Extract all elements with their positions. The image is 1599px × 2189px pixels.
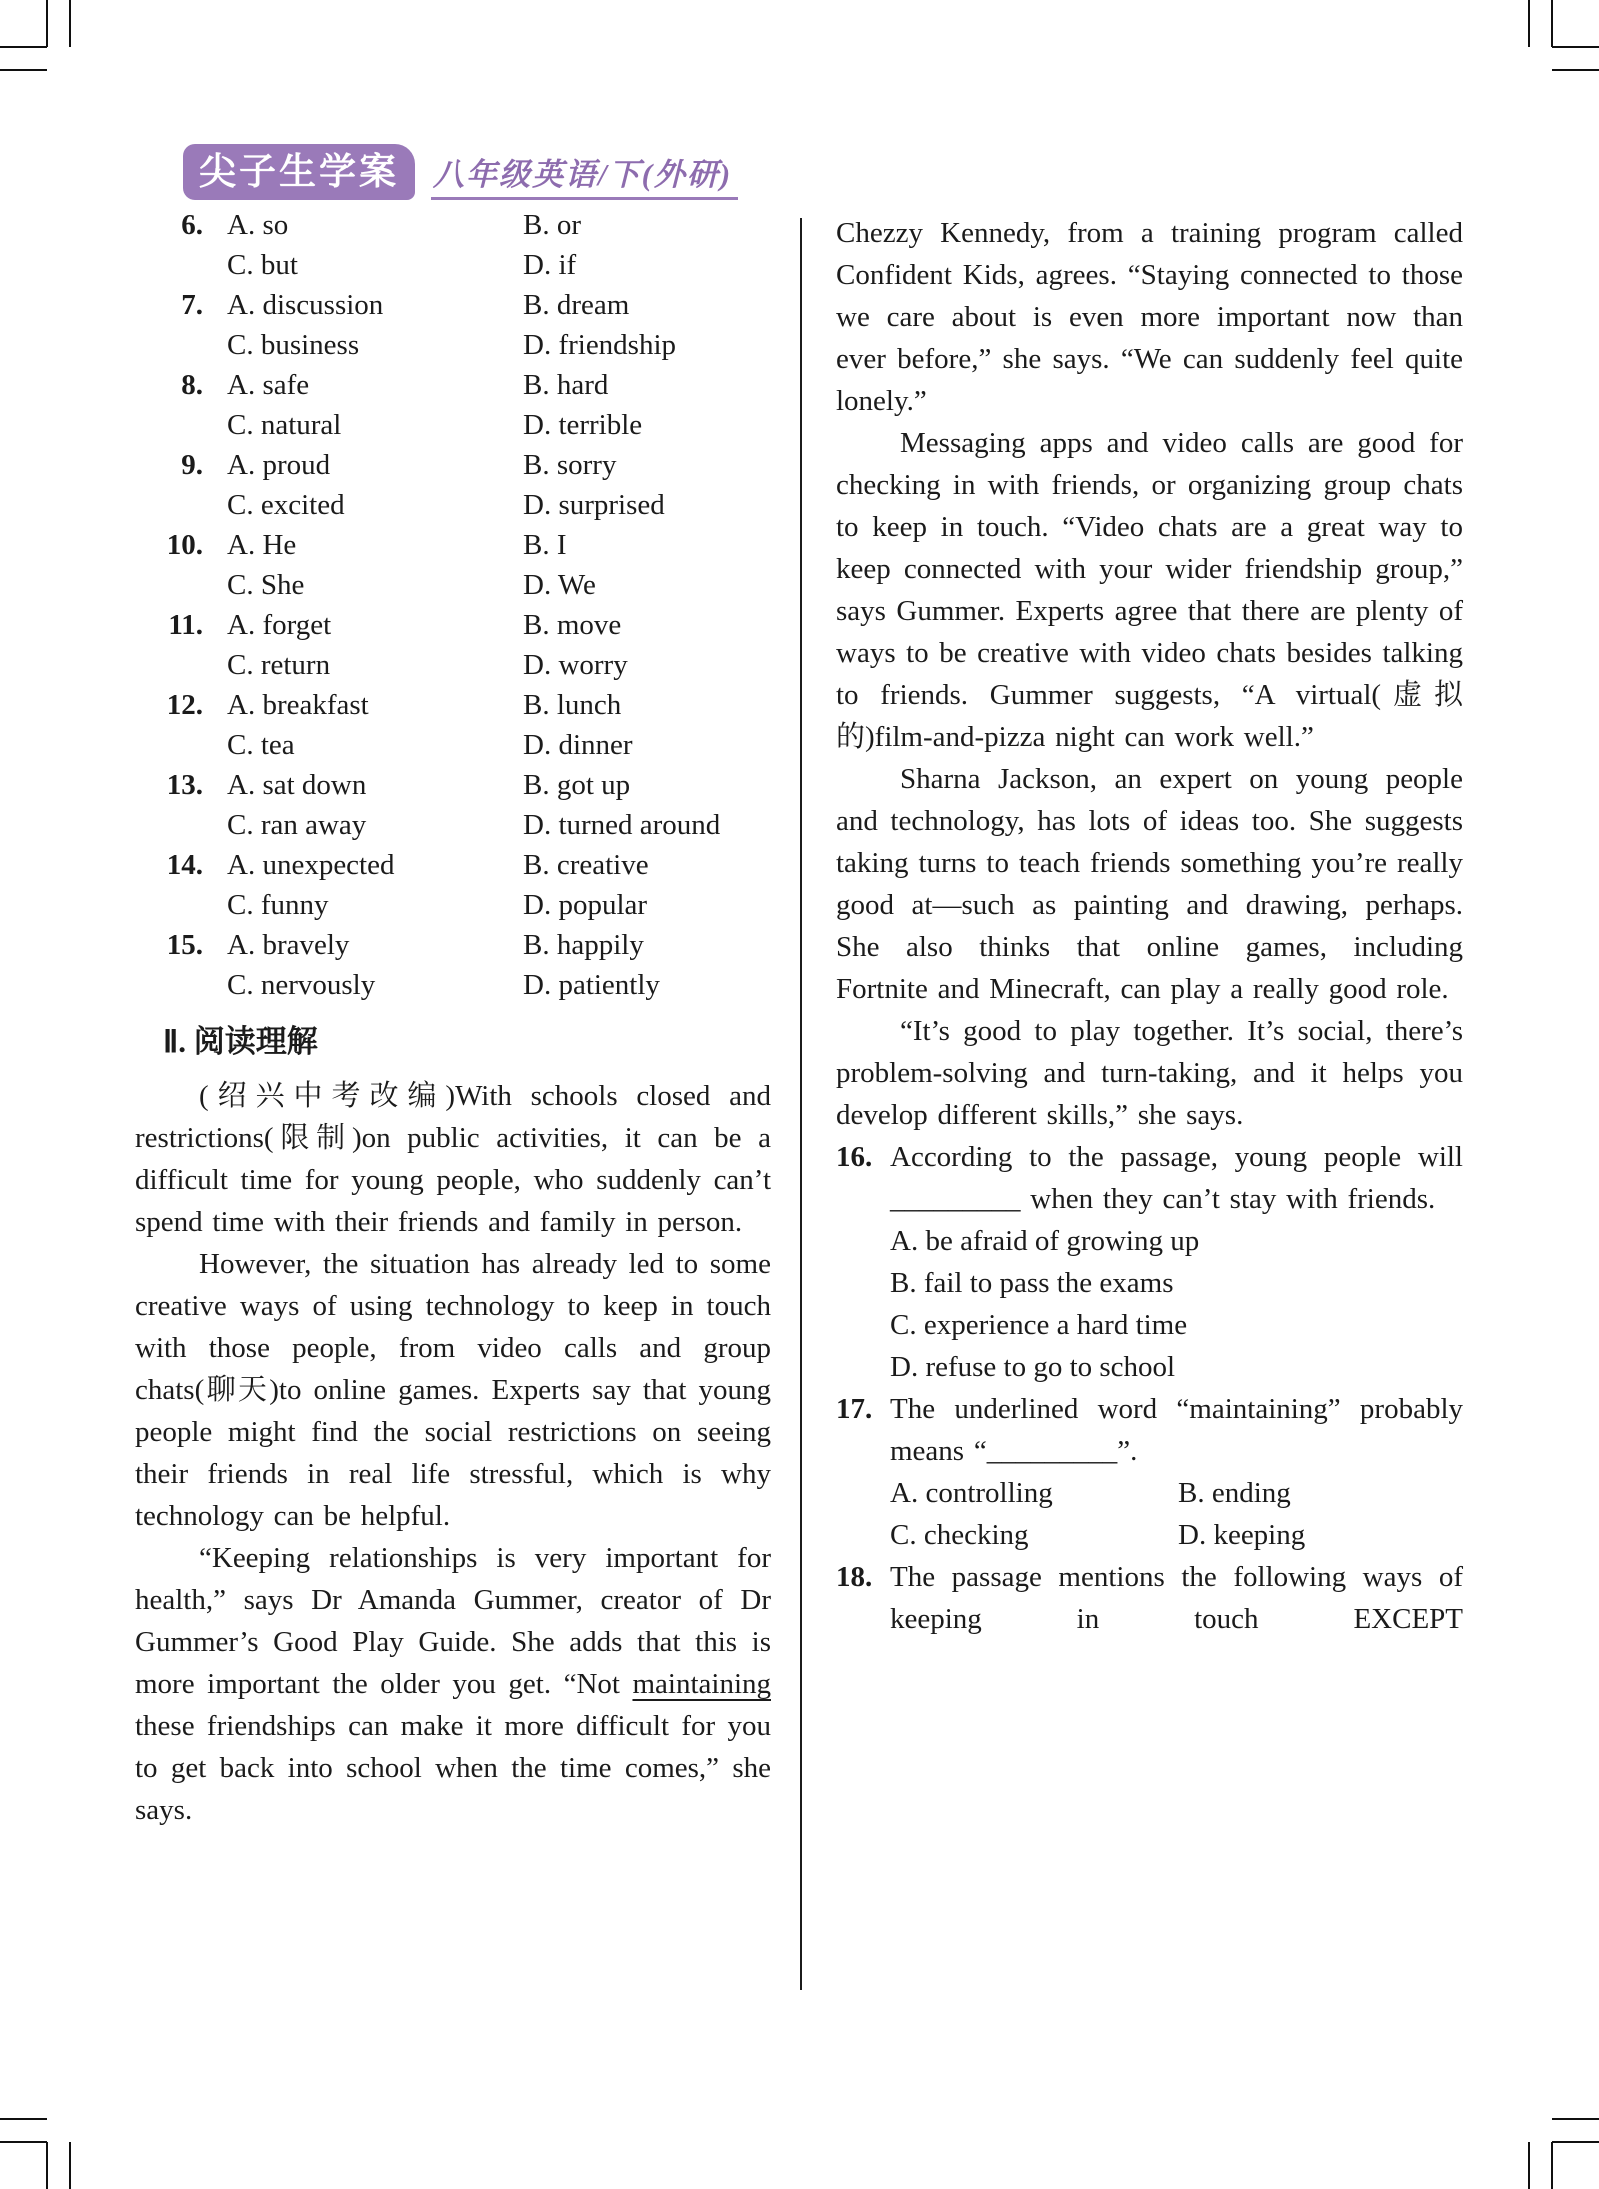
cloze-row-15-cd xyxy=(135,965,771,1005)
cloze-row-13-ab xyxy=(135,765,771,805)
cloze-row-6-cd xyxy=(135,245,771,285)
option-c: C. but xyxy=(227,249,298,281)
paragraph-text: these friendships can make it more difficult for you to get back into school when the time comes,” she says. xyxy=(135,1710,771,1826)
option-c: C. excited xyxy=(227,489,345,521)
cloze-row-10-cd xyxy=(135,565,771,605)
option-d: D. terrible xyxy=(523,409,643,441)
option-c: C. ran away xyxy=(227,809,367,841)
option-d: D. worry xyxy=(523,649,628,681)
option-d: D. patiently xyxy=(523,969,660,1001)
option-a: A. bravely xyxy=(227,929,350,961)
crop-mark xyxy=(0,69,47,71)
cloze-row-11-ab xyxy=(135,605,771,645)
cloze-row-13-cd xyxy=(135,805,771,845)
option-b: B. hard xyxy=(523,369,609,401)
cloze-row-15-ab xyxy=(135,925,771,965)
question-stem: The underlined word “maintaining” probably means “_________”. xyxy=(890,1393,1463,1467)
right-column xyxy=(836,212,1463,1640)
crop-mark xyxy=(46,0,48,47)
option-d: D. surprised xyxy=(523,489,665,521)
option-c: C. funny xyxy=(227,889,329,921)
option-b: B. creative xyxy=(523,849,649,881)
reading-question-17 xyxy=(836,1388,1463,1556)
option-b: B. happily xyxy=(523,929,644,961)
option-a: A. forget xyxy=(227,609,332,641)
crop-mark xyxy=(1528,2142,1530,2189)
crop-mark xyxy=(69,2142,71,2189)
question-option-row xyxy=(890,1514,1463,1556)
question-number: 18. xyxy=(836,1561,873,1593)
question-option-c: C. experience a hard time xyxy=(890,1309,1188,1341)
crop-mark xyxy=(69,0,71,47)
crop-mark xyxy=(0,2118,47,2120)
question-stem: The passage mentions the following ways of keeping in touch EXCEPT xyxy=(890,1561,1463,1635)
cloze-row-7-cd xyxy=(135,325,771,365)
cloze-row-9-cd xyxy=(135,485,771,525)
cloze-row-8-ab xyxy=(135,365,771,405)
cloze-row-14-cd xyxy=(135,885,771,925)
question-number: 16. xyxy=(836,1141,873,1173)
crop-mark xyxy=(1552,2141,1599,2143)
option-b: B. sorry xyxy=(523,449,617,481)
question-number: 6. xyxy=(181,209,203,241)
question-number: 10. xyxy=(166,529,203,561)
question-number: 15. xyxy=(166,929,203,961)
cloze-row-12-cd xyxy=(135,725,771,765)
passage-paragraph-2: However, the situation has already led to some creative ways of using technology to keep in touch with those people, from video calls and group chats(聊天)to online games. Experts say that young people might find the social restrictions on seeing their friends in real life stressful, which is why technology can be helpful. xyxy=(135,1248,771,1532)
option-a: A. safe xyxy=(227,369,310,401)
question-number: 14. xyxy=(166,849,203,881)
reading-question-16 xyxy=(836,1136,1463,1388)
question-option-c: C. checking xyxy=(890,1519,1029,1551)
option-a: A. so xyxy=(227,209,289,241)
paragraph-text: “Keeping relationships is very important for health,” says Dr Amanda Gummer, creator of Dr Gummer’s Good Play Guide. She adds that this is more important the older you get. “Not xyxy=(135,1542,771,1700)
passage-paragraph-3 xyxy=(135,1537,771,1831)
option-d: D. popular xyxy=(523,889,648,921)
section-title-reading-comprehension: Ⅱ. 阅读理解 xyxy=(163,1024,318,1059)
option-c: C. natural xyxy=(227,409,342,441)
underlined-word-maintaining: maintaining xyxy=(632,1668,771,1700)
cloze-row-8-cd xyxy=(135,405,771,445)
crop-mark xyxy=(1552,46,1599,48)
question-option-b: B. ending xyxy=(1178,1477,1291,1509)
cloze-row-10-ab xyxy=(135,525,771,565)
passage-paragraph-6: Sharna Jackson, an expert on young people and technology, has lots of ideas too. She suggests taking turns to teach friends something you’re really good at—such as painting and drawing, perhaps. She also thinks that online games, including Fortnite and Minecraft, can play a really good role. xyxy=(836,763,1463,1005)
option-d: D. friendship xyxy=(523,329,677,361)
question-number: 7. xyxy=(181,289,203,321)
option-c: C. She xyxy=(227,569,305,601)
crop-mark xyxy=(0,46,47,48)
cloze-row-11-cd xyxy=(135,645,771,685)
question-option-d: D. refuse to go to school xyxy=(890,1351,1176,1383)
option-a: A. unexpected xyxy=(227,849,395,881)
option-b: B. move xyxy=(523,609,622,641)
question-number: 17. xyxy=(836,1393,873,1425)
question-number: 8. xyxy=(181,369,203,401)
passage-paragraph-7: “It’s good to play together. It’s social, there’s problem-solving and turn-taking, and it helps you develop different skills,” she says. xyxy=(836,1015,1463,1131)
option-c: C. tea xyxy=(227,729,295,761)
question-number: 11. xyxy=(168,609,203,641)
crop-mark xyxy=(0,2141,47,2143)
column-divider xyxy=(800,218,802,1990)
passage-paragraph-1: (绍兴中考改编)With schools closed and restrictions(限制)on public activities, it can be a difficult time for young people, who suddenly can’t spend time with their friends and family in person. xyxy=(135,1080,771,1238)
option-b: B. lunch xyxy=(523,689,622,721)
passage-paragraph-4: Chezzy Kennedy, from a training program called Confident Kids, agrees. “Staying connected to those we care about is even more important now than ever before,” she says. “We can suddenly feel quite lonely.” xyxy=(836,217,1463,417)
question-option-a: A. controlling xyxy=(890,1477,1053,1509)
page-header-subtitle: 八年级英语/下(外研) xyxy=(431,159,738,200)
cloze-row-9-ab xyxy=(135,445,771,485)
option-b: B. dream xyxy=(523,289,630,321)
option-b: B. I xyxy=(523,529,567,561)
option-a: A. He xyxy=(227,529,297,561)
option-c: C. business xyxy=(227,329,360,361)
passage-paragraph-5: Messaging apps and video calls are good for checking in with friends, or organizing group chats to keep in touch. “Video chats are a great way to keep connected with your wider friendship group,” says Gummer. Experts agree that there are plenty of ways to be creative with video chats besides talking to friends. Gummer suggests, “A virtual(虚拟的)film-and-pizza night can work well.” xyxy=(836,427,1463,753)
question-option-row xyxy=(890,1472,1463,1514)
option-d: D. if xyxy=(523,249,577,281)
option-b: B. or xyxy=(523,209,581,241)
crop-mark xyxy=(1528,0,1530,47)
option-c: C. return xyxy=(227,649,331,681)
option-d: D. turned around xyxy=(523,809,721,841)
option-d: D. We xyxy=(523,569,596,601)
option-b: B. got up xyxy=(523,769,631,801)
option-c: C. nervously xyxy=(227,969,376,1001)
crop-mark xyxy=(1552,69,1599,71)
option-a: A. proud xyxy=(227,449,331,481)
question-option-a: A. be afraid of growing up xyxy=(890,1225,1200,1257)
question-stem: According to the passage, young people will _________ when they can’t stay with friends. xyxy=(890,1141,1463,1215)
reading-question-18 xyxy=(836,1556,1463,1640)
cloze-row-12-ab xyxy=(135,685,771,725)
cloze-row-7-ab xyxy=(135,285,771,325)
question-option-d: D. keeping xyxy=(1178,1519,1306,1551)
cloze-options-list xyxy=(135,205,771,1005)
cloze-row-14-ab xyxy=(135,845,771,885)
option-a: A. discussion xyxy=(227,289,384,321)
crop-mark xyxy=(46,2142,48,2189)
crop-mark xyxy=(1551,0,1553,47)
left-column xyxy=(135,205,771,1831)
option-a: A. sat down xyxy=(227,769,367,801)
question-option-b: B. fail to pass the exams xyxy=(890,1267,1174,1299)
option-d: D. dinner xyxy=(523,729,633,761)
question-number: 13. xyxy=(166,769,203,801)
page-header xyxy=(183,144,738,200)
option-a: A. breakfast xyxy=(227,689,369,721)
brand-badge: 尖子生学案 xyxy=(183,144,415,200)
cloze-row-6-ab xyxy=(135,205,771,245)
crop-mark xyxy=(1551,2142,1553,2189)
crop-mark xyxy=(1552,2118,1599,2120)
question-number: 9. xyxy=(181,449,203,481)
question-number: 12. xyxy=(166,689,203,721)
